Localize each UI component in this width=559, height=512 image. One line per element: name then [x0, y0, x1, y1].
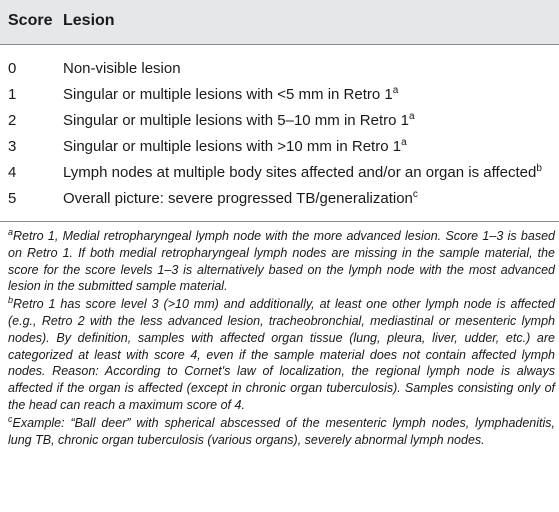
table-row [0, 86, 559, 112]
row-lesion: Singular or multiple lesions with >10 mm in Retro 1$^a$ [63, 137, 407, 155]
row-score: 4 [8, 164, 17, 181]
header-lesion: Lesion [63, 12, 115, 29]
footnote-ref: b [536, 163, 542, 174]
row-lesion: Lymph nodes at multiple body sites affected and/or an organ is affected$^b$ [63, 163, 542, 181]
table-row [0, 164, 559, 190]
table-header [0, 0, 559, 44]
row-lesion: Singular or multiple lesions with <5 mm in Retro 1$^a$ [63, 85, 399, 103]
table-row [0, 112, 559, 138]
table-bottom-rule [0, 221, 559, 222]
header-rule [0, 44, 559, 45]
row-lesion: Singular or multiple lesions with 5–10 mm in Retro 1$^a$ [63, 111, 415, 129]
row-score: 1 [8, 86, 17, 103]
footnote-ref: a [392, 85, 399, 96]
footnotes [8, 228, 555, 449]
footnote-b: $^b$Retro 1 has score level 3 (>10 mm) and additionally, at least one other lymph node is affected (e.g., Retro 2 with the less advanced lesion, tracheobronchial, mediastinal or mesenteric lymph nodes). By definition, samples with affected organ tissue (lung, pleura, liver, udder, etc.) are categorized at least with score 4, even if the sample material does not contain affected lymph nodes. Reason: According to Cornet's law of localization, the regional lymph node is always affected if the organ is affected (except in chronic organ tuberculosis). Samples consisting only of the head can reach a maximum score of 4. [8, 295, 555, 412]
row-lesion: Non-visible lesion [63, 60, 181, 77]
table-row [0, 138, 559, 164]
table-row [0, 190, 559, 216]
row-score: 5 [8, 190, 17, 207]
footnote-ref: a [409, 111, 415, 122]
row-score: 0 [8, 60, 17, 77]
row-score: 3 [8, 138, 17, 155]
header-score: Score [8, 12, 53, 29]
footnote-ref: a [401, 137, 407, 148]
row-lesion: Overall picture: severe progressed TB/generalization$^c$ [63, 189, 418, 207]
footnote-a: $^a$Retro 1, Medial retropharyngeal lymph node with the more advanced lesion. Score 1–3 is based on Retro 1. If both medial retropharyngeal lymph nodes are missing in the sample material, the score for the score levels 1–3 is alternatively based on the lymph node with the most advanced lesion in the submitted sample material. [8, 227, 555, 294]
footnote-c: $^c$Example: “Ball deer” with spherical abscessed of the mesenteric lymph nodes, lymphadenitis, lung TB, chronic organ tuberculosis (various organs), severely abnormal lymph nodes. [8, 413, 555, 447]
row-score: 2 [8, 112, 17, 129]
table-row [0, 60, 559, 86]
footnote-ref: c [412, 189, 418, 200]
